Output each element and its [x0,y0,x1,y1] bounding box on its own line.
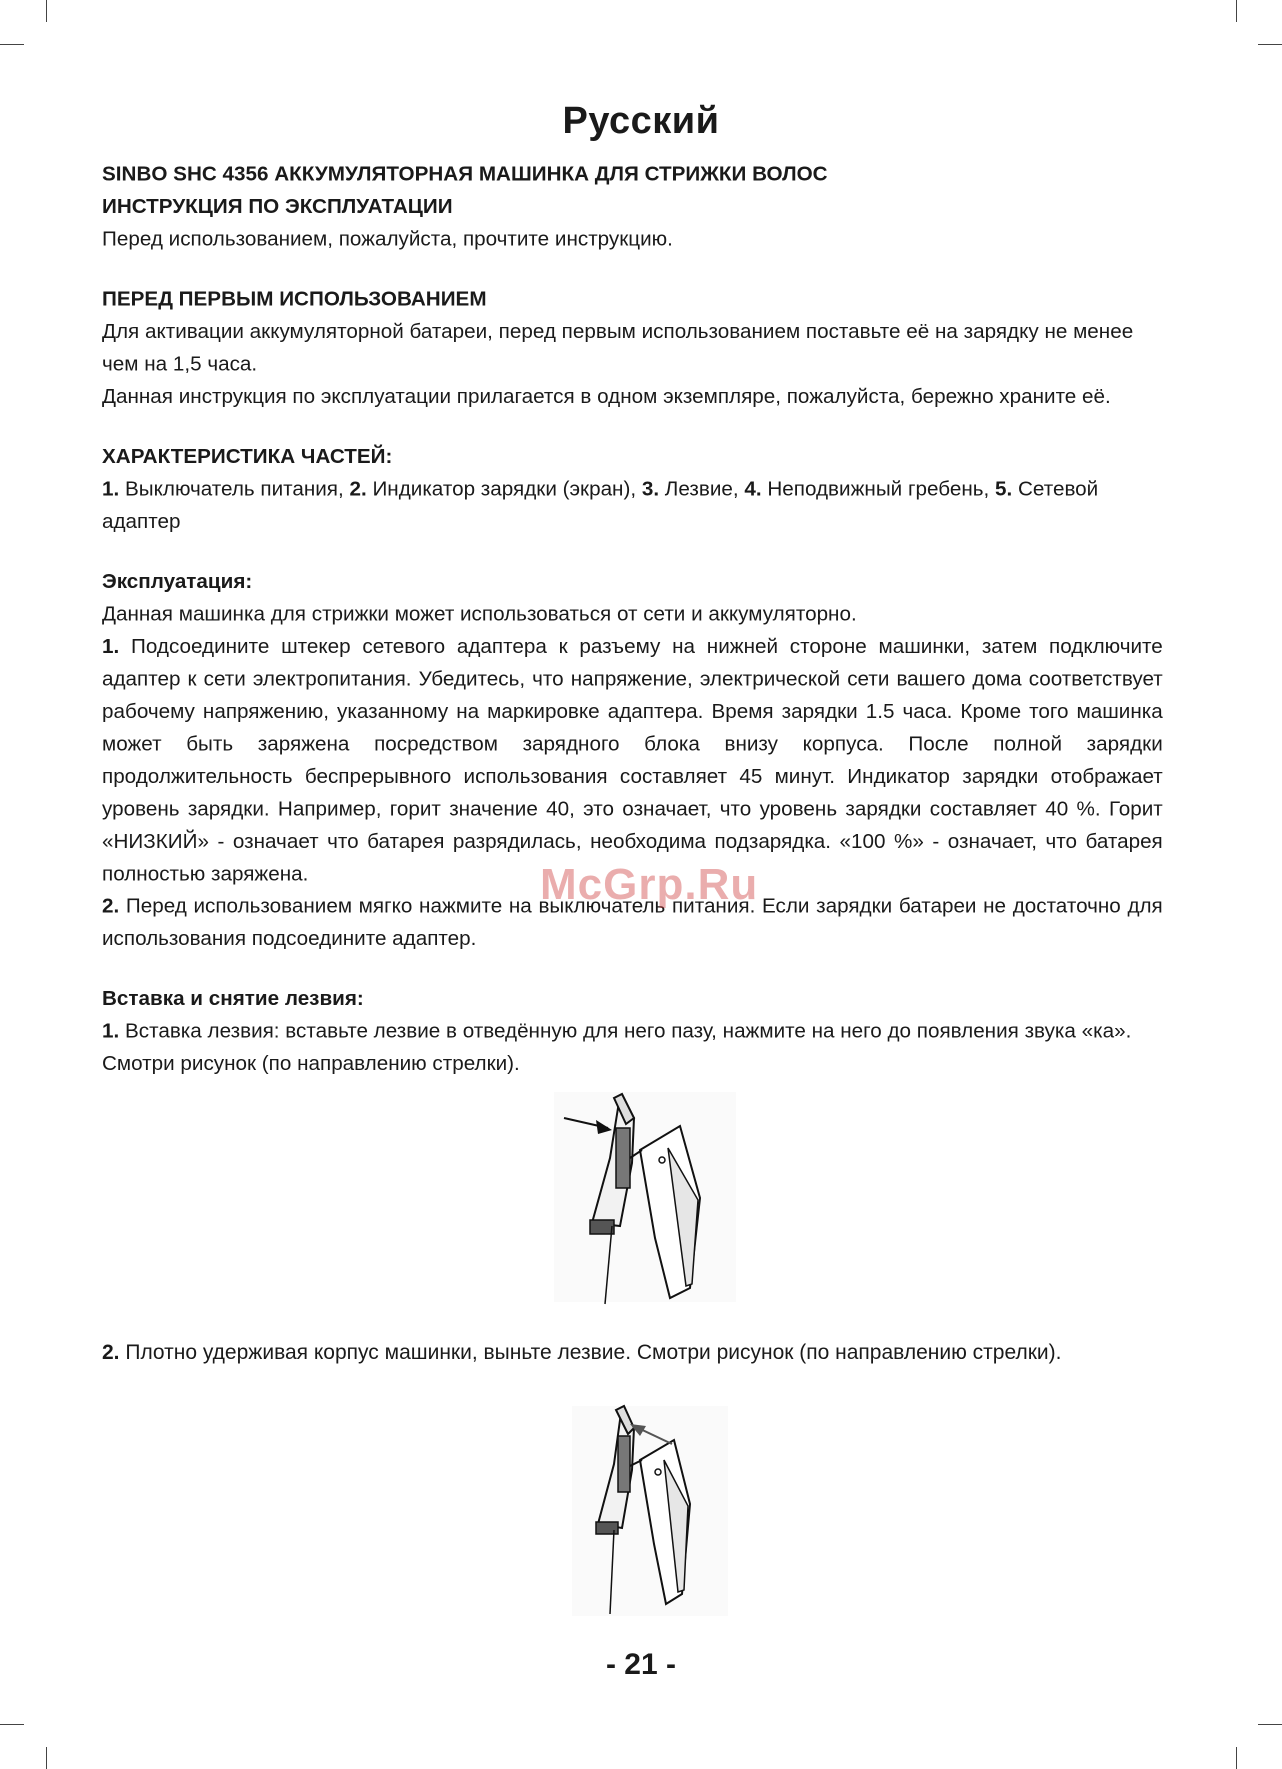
crop-mark [1236,0,1237,22]
blade-step-2 [102,1336,1180,1369]
part-number: 3. [641,477,660,501]
crop-mark [0,1724,24,1725]
blade-remove-illustration [570,1404,730,1618]
part-number: 1. [102,477,120,501]
part-number: 5. [995,477,1013,501]
page-number: - 21 - [605,1648,677,1681]
manual-title: ИНСТРУКЦИЯ ПО ЭКСПЛУАТАЦИИ [102,195,453,219]
section-heading-operation: Эксплуатация: [102,570,253,593]
part-number: 2. [349,477,367,501]
crop-mark [1258,44,1282,45]
section-heading-blade: Вставка и снятие лезвия: [102,987,364,1011]
parts-list [102,473,1163,538]
language-title: Русский [562,100,720,142]
paragraph: Для активации аккумуляторной батареи, перед первым использованием поставьте её на зарядку не менее чем на 1,5 часа. [102,320,1134,376]
crop-mark [1258,1724,1282,1725]
product-title: SINBO SHC 4356 АККУМУЛЯТОРНАЯ МАШИНКА ДЛЯ СТРИЖКИ ВОЛОС [102,162,828,186]
part-name: Сетевой адаптер [102,477,1099,533]
crop-mark [1236,1747,1237,1769]
paragraph: Данная машинка для стрижки может использоваться от сети и аккумуляторно. [102,602,857,626]
intro-text: Перед использованием, пожалуйста, прочтите инструкцию. [102,227,673,251]
step-number: 1. [102,1019,120,1043]
step-text: Подсоедините штекер сетевого адаптера к разъему на нижней стороне машинки, затем подключите адаптер к сети электропитания. Убедитесь, что напряжение, электрической сети вашего дома соответствует рабочему напряжению, указанному на маркировке адаптера. Время зарядки 1.5 часа. Кроме того машинка может быть заряжена посредством зарядного блока внизу корпуса. После полной зарядки продолжительность беспрерывного использования составляет 45 минут. Индикатор зарядки отображает уровень зарядки. Например, горит значение 40, это означает, что уровень зарядки составляет 40 %. Горит «НИЗКИЙ» - означает что батарея разрядилась, необходима подзарядка. «100 %» - означает, что батарея полностью заряжена. [102,635,1163,886]
step-number: 2. [102,1341,120,1364]
paragraph: Данная инструкция по эксплуатации прилагается в одном экземпляре, пожалуйста, бережно храните её. [102,385,1111,408]
crop-mark [46,1747,47,1769]
crop-mark [46,0,47,22]
operation-step-1 [102,630,1163,890]
crop-mark [0,44,24,45]
document-body [102,158,1163,1080]
watermark-text: McGrp.Ru [540,860,759,909]
section-heading-parts: ХАРАКТЕРИСТИКА ЧАСТЕЙ: [102,445,393,468]
part-name: Неподвижный гребень, [761,477,996,501]
part-name: Выключатель питания, [119,477,350,501]
blade-step-1 [102,1015,1163,1080]
part-name: Индикатор зарядки (экран), [366,477,642,501]
part-number: 4. [744,477,762,501]
step-text: Перед использованием мягко нажмите на выключатель питания. Если зарядки батареи не достаточно для использования подсоедините адаптер. [102,895,1163,951]
step-text: Вставка лезвия: вставьте лезвие в отведённую для него пазу, нажмите на него до появления звука «ка». Смотри рисунок (по направлению стрелки). [102,1019,1132,1076]
blade-insert-illustration [550,1088,740,1306]
step-number: 1. [102,635,120,658]
part-name: Лезвие, [659,477,745,501]
step-text: Плотно удерживая корпус машинки, выньте лезвие. Смотри рисунок (по направлению стрелки). [119,1341,1062,1364]
section-heading-before-first-use: ПЕРЕД ПЕРВЫМ ИСПОЛЬЗОВАНИЕМ [102,287,487,311]
step-number: 2. [102,895,120,918]
